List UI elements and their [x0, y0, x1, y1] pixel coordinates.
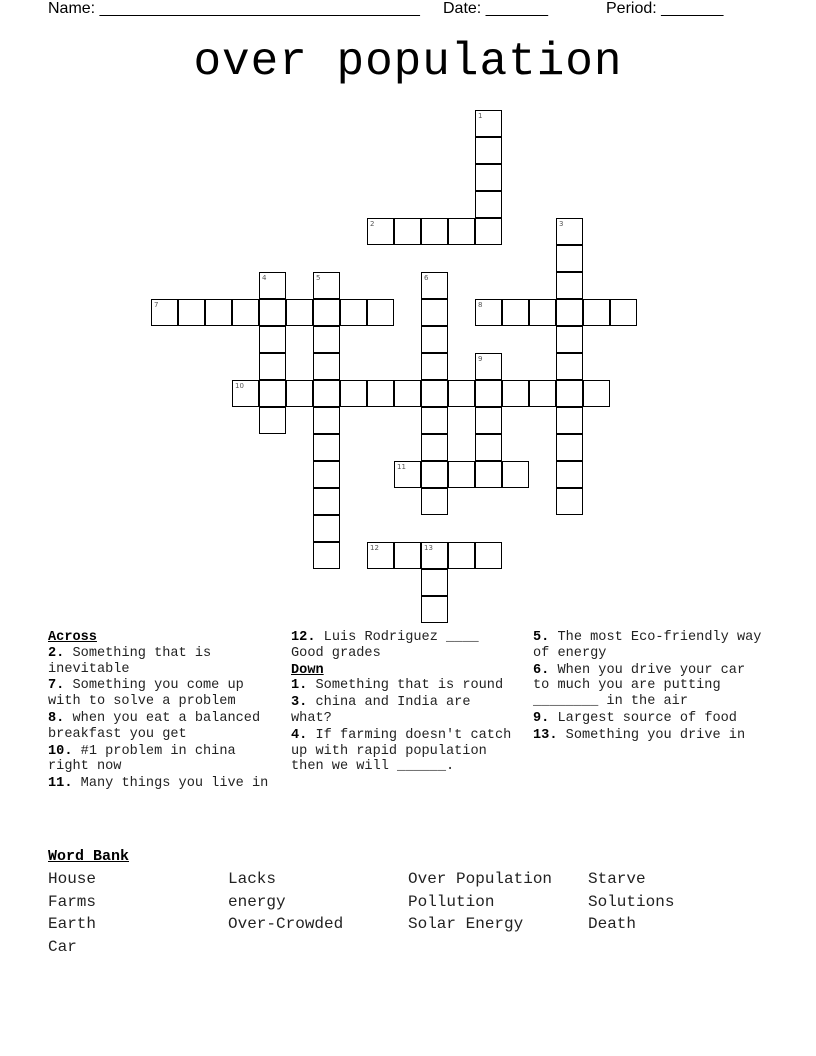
grid-cell[interactable] — [556, 272, 583, 299]
grid-cell[interactable] — [340, 299, 367, 326]
word-bank-item: Solutions — [588, 892, 675, 911]
grid-cell[interactable] — [556, 461, 583, 488]
clue-number: 9 — [478, 355, 483, 363]
grid-cell[interactable] — [475, 218, 502, 245]
grid-cell[interactable] — [259, 380, 286, 407]
grid-cell[interactable] — [421, 407, 448, 434]
clue-number: 11 — [397, 463, 406, 471]
grid-cell[interactable] — [502, 461, 529, 488]
word-bank-item: Over-Crowded — [228, 915, 344, 933]
grid-cell[interactable] — [232, 380, 259, 407]
grid-cell[interactable] — [313, 434, 340, 461]
grid-cell[interactable] — [475, 299, 502, 326]
grid-cell[interactable] — [394, 542, 421, 569]
grid-cell[interactable] — [421, 326, 448, 353]
clue-number: 10 — [235, 382, 244, 390]
grid-cell[interactable] — [232, 299, 259, 326]
grid-cell[interactable] — [556, 245, 583, 272]
clue-number: 1 — [478, 112, 483, 120]
grid-cell[interactable] — [205, 299, 232, 326]
grid-cell[interactable] — [610, 299, 637, 326]
clues-column-3 — [533, 630, 769, 745]
grid-cell[interactable] — [475, 461, 502, 488]
grid-cell[interactable] — [475, 137, 502, 164]
date-field[interactable]: Date: _______ — [443, 0, 548, 17]
grid-cell[interactable] — [502, 380, 529, 407]
word-bank-item: Death — [588, 915, 637, 933]
clue-across-8: 8. when you eat a balanced breakfast you get — [48, 710, 261, 742]
grid-cell[interactable] — [367, 218, 394, 245]
grid-cell[interactable] — [259, 353, 286, 380]
grid-cell[interactable] — [529, 380, 556, 407]
clue-number: 12 — [370, 544, 379, 552]
grid-cell[interactable] — [583, 299, 610, 326]
grid-cell[interactable] — [313, 272, 340, 299]
grid-cell[interactable] — [448, 218, 475, 245]
grid-cell[interactable] — [421, 353, 448, 380]
grid-cell[interactable] — [556, 299, 583, 326]
clues-column-2 — [291, 630, 519, 776]
down-heading: Down — [291, 662, 324, 678]
grid-cell[interactable] — [313, 488, 340, 515]
grid-cell[interactable] — [367, 299, 394, 326]
grid-cell[interactable] — [286, 299, 313, 326]
clue-across-11: 11. Many things you live in — [48, 776, 269, 792]
word-bank-item: energy — [228, 892, 286, 911]
grid-cell[interactable] — [367, 542, 394, 569]
grid-cell[interactable] — [367, 380, 394, 407]
across-heading: Across — [48, 630, 97, 645]
word-bank — [48, 870, 768, 956]
clue-down-9: 9. Largest source of food — [533, 710, 737, 726]
word-bank-item: Solar Energy — [408, 915, 524, 933]
clue-number: 7 — [154, 301, 159, 309]
clue-number: 6 — [424, 274, 429, 282]
clue-across-12: 12. Luis Rodriguez ____ Good grades — [291, 630, 479, 661]
grid-cell[interactable] — [313, 326, 340, 353]
word-bank-item: Over Population — [408, 870, 553, 888]
clue-number: 4 — [262, 274, 267, 282]
grid-cell[interactable] — [475, 407, 502, 434]
clue-down-5: 5. The most Eco-friendly way of energy — [533, 630, 762, 661]
grid-cell[interactable] — [421, 542, 448, 569]
clue-number: 3 — [559, 220, 564, 228]
clue-number: 2 — [370, 220, 375, 228]
grid-cell[interactable] — [556, 434, 583, 461]
grid-cell[interactable] — [394, 461, 421, 488]
word-bank-item: Earth — [48, 915, 97, 933]
grid-cell[interactable] — [421, 218, 448, 245]
grid-cell[interactable] — [421, 434, 448, 461]
grid-cell[interactable] — [313, 380, 340, 407]
word-bank-item: Lacks — [228, 870, 277, 888]
grid-cell[interactable] — [556, 488, 583, 515]
grid-cell[interactable] — [475, 434, 502, 461]
grid-cell[interactable] — [448, 542, 475, 569]
grid-cell[interactable] — [313, 542, 340, 569]
grid-cell[interactable] — [394, 380, 421, 407]
clue-across-7: 7. Something you come up with to solve a problem — [48, 678, 244, 710]
grid-cell[interactable] — [313, 461, 340, 488]
clue-across-10: 10. #1 problem in china right now — [48, 743, 236, 775]
word-bank-item: Starve — [588, 870, 646, 888]
grid-cell[interactable] — [475, 542, 502, 569]
grid-cell[interactable] — [556, 218, 583, 245]
word-bank-item: House — [48, 870, 97, 888]
clue-down-1: 1. Something that is round — [291, 678, 504, 694]
clue-down-3: 3. china and India are what? — [291, 695, 471, 726]
grid-cell[interactable] — [259, 272, 286, 299]
grid-cell[interactable] — [340, 380, 367, 407]
grid-cell[interactable] — [421, 569, 448, 596]
grid-cell[interactable] — [475, 353, 502, 380]
clue-across-2: 2. Something that is inevitable — [48, 645, 212, 677]
grid-cell[interactable] — [421, 299, 448, 326]
grid-cell[interactable] — [259, 407, 286, 434]
word-bank-item: Car — [48, 937, 77, 956]
grid-cell[interactable] — [583, 380, 610, 407]
grid-cell[interactable] — [151, 299, 178, 326]
grid-cell[interactable] — [421, 596, 448, 623]
period-field[interactable]: Period: _______ — [606, 0, 724, 17]
clue-number: 5 — [316, 274, 321, 282]
grid-cell[interactable] — [421, 380, 448, 407]
grid-cell[interactable] — [313, 353, 340, 380]
clue-down-6: 6. When you drive your car to much you are putting ________ in the air — [533, 662, 746, 710]
grid-cell[interactable] — [475, 164, 502, 191]
grid-cell[interactable] — [313, 299, 340, 326]
clue-down-13: 13. Something you drive in — [533, 727, 746, 743]
grid-cell[interactable] — [475, 380, 502, 407]
name-field[interactable]: Name: ____________________________________ — [48, 0, 420, 17]
word-bank-title: Word Bank — [48, 848, 130, 865]
word-bank-item: Pollution — [408, 892, 495, 911]
grid-cell[interactable] — [259, 326, 286, 353]
grid-cell[interactable] — [556, 407, 583, 434]
grid-cell[interactable] — [178, 299, 205, 326]
grid-cell[interactable] — [475, 191, 502, 218]
grid-cell[interactable] — [313, 407, 340, 434]
grid-cell[interactable] — [421, 272, 448, 299]
grid-cell[interactable] — [394, 218, 421, 245]
clues-column-1 — [48, 630, 280, 793]
grid-cell[interactable] — [502, 299, 529, 326]
word-bank-item: Farms — [48, 892, 97, 911]
grid-cell[interactable] — [286, 380, 313, 407]
grid-cell[interactable] — [556, 326, 583, 353]
grid-cell[interactable] — [448, 380, 475, 407]
clue-down-4: 4. If farming doesn't catch up with rapid population then we will ______. — [291, 727, 512, 775]
grid-cell[interactable] — [556, 380, 583, 407]
grid-cell[interactable] — [421, 461, 448, 488]
clue-number: 13 — [424, 544, 433, 552]
grid-cell[interactable] — [421, 488, 448, 515]
grid-cell[interactable] — [448, 461, 475, 488]
clue-number: 8 — [478, 301, 483, 309]
puzzle-title: over population — [193, 36, 623, 88]
grid-cell[interactable] — [529, 299, 556, 326]
grid-cell[interactable] — [475, 110, 502, 137]
grid-cell[interactable] — [313, 515, 340, 542]
grid-cell[interactable] — [556, 353, 583, 380]
grid-cell[interactable] — [259, 299, 286, 326]
